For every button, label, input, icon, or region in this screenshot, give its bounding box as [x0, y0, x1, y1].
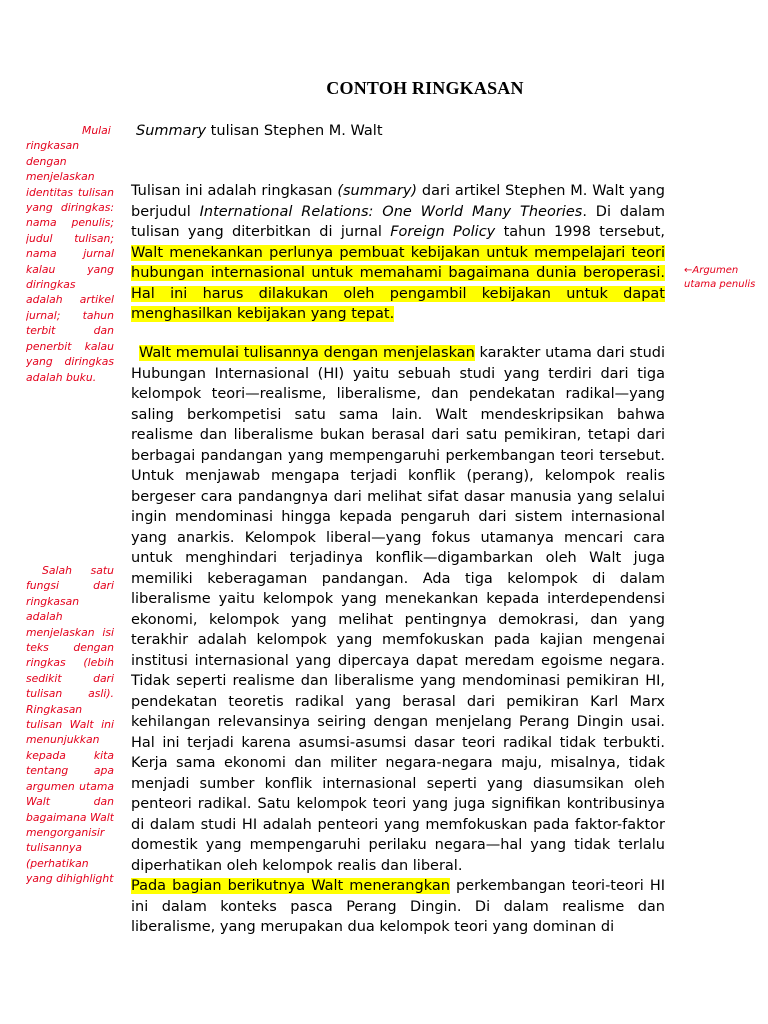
document-title: CONTOH RINGKASAN [326, 78, 524, 98]
paragraph-intro [131, 181, 665, 325]
document-subtitle [136, 121, 383, 141]
paragraph-body [131, 343, 665, 953]
journal-name: Foreign Policy [390, 224, 496, 240]
text-span: Tulisan ini adalah ringkasan [131, 183, 338, 199]
text-span: perkembangan teori-teori HI ini dalam konteks pasca Perang Dingin. Di dalam realisme dan liberalisme, yang merupakan dua kelompok teori yang dominan di [131, 878, 665, 935]
highlighted-phrase: Pada bagian berikutnya Walt menerangkan [131, 878, 450, 894]
subtitle-italic: Summary [136, 123, 207, 139]
margin-note-main-argument: ←Argumen utama penulis [684, 265, 756, 290]
text-span: dari artikel Stephen M. Walt yang berjudul [131, 183, 665, 220]
highlighted-phrase: Walt memulai tulisannya dengan menjelaskan [139, 345, 475, 361]
text-span: tahun 1998 tersebut, [495, 224, 665, 240]
margin-note-identity: Mulai ringkasan dengan menjelaskan identitas tulisan yang diringkas: nama penulis; judul tulisan; nama jurnal kalau yang diringkas adalah artikel jurnal; tahun terbit dan penerbit kalau yang diringkas adalah buku. [26, 124, 114, 384]
text-span: karakter utama dari studi Hubungan Internasional (HI) yaitu sebuah studi yang terdiri dari tiga kelompok teori—realisme, liberalisme, dan pendekatan radikal—yang saling berkompetisi satu sama lain. Walt mendeskripsikan bahwa realisme dan liberalisme bukan berasal dari satu pemikiran, tetapi dari berbagai pandangan yang mempengaruhi perkembangan teori tersebut. Untuk menjawab mengapa terjadi konflik (perang), kelompok realis bergeser cara pandangnya dari melihat sifat dasar manusia yang selalui ingin mendominasi hingga kepada pengaruh dari sistem internasional yang anarkis. Kelompok liberal—yang fokus utamanya mencari cara untuk menghindari terjadinya konflik—digambarkan oleh Walt juga memiliki keberagaman pandangan. Ada tiga kelompok di dalam liberalisme yaitu kelompok yang menekankan kepada interdependensi ekonomi, kelompok yang melihat pentingnya demokrasi, dan yang terakhir adalah kelompok yang memfokuskan pada kajian mengenai institusi internasional yang dipercaya dapat meredam egoisme negara. Tidak seperti realisme dan liberalisme yang mendominasi pemikiran HI, pendekatan teoretis radikal yang berasal dari pemikiran Karl Marx kehilangan relevansinya seiring dengan menjelang Perang Dingin usai. Hal ini terjadi karena asumsi-asumsi dasar teori radikal tidak terbukti. Kerja sama ekonomi dan militer negara-negara maju, misalnya, tidak menjadi sumber konflik internasional seperti yang diasumsikan oleh penteori radikal. Satu kelompok teori yang juga signifikan kontribusinya di dalam studi HI adalah penteori yang memfokuskan pada faktor-faktor domestik yang mempengaruhi perilaku negara—hal yang tidak terlalu diperhatikan oleh kelompok realis dan liberal. [131, 345, 665, 874]
article-title: International Relations: One World Many Theories [199, 203, 583, 220]
italic-span: (summary) [337, 183, 418, 199]
margin-note-function: Salah satu fungsi dari ringkasan adalah menjelaskan isi teks dengan ringkas (lebih sedikit dari tulisan asli). Ringkasan tulisan Walt ini menunjukkan kepada kita tentang apa argumen utama Walt dan bagaimana Walt mengorganisir tulisannya (perhatikan yang dihighlight [26, 564, 114, 886]
text-span: . Di dalam tulisan yang diterbitkan di jurnal [131, 203, 665, 240]
subtitle-rest: tulisan Stephen M. Walt [206, 123, 383, 139]
highlighted-main-argument: Walt menekankan perlunya pembuat kebijakan untuk mempelajari teori hubungan internasional untuk memahami bagaimana dunia beroperasi. Hal ini harus dilakukan oleh pengambil kebijakan untuk dapat menghasilkan kebijakan yang tepat. [131, 244, 665, 322]
